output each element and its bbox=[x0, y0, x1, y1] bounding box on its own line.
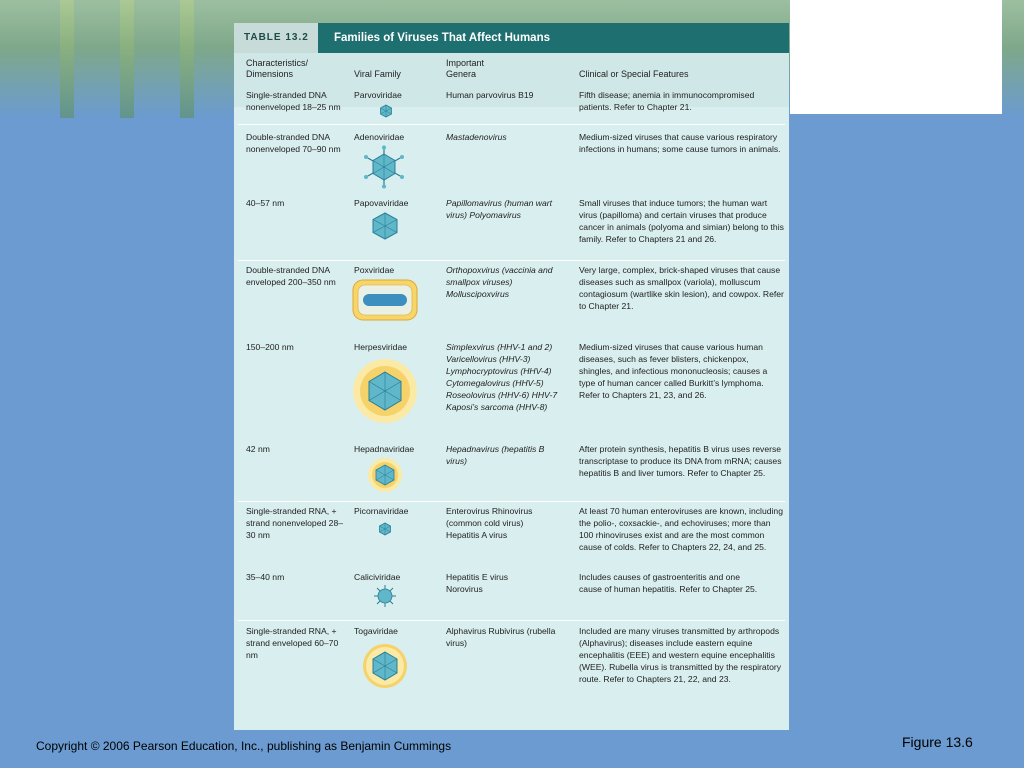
row-features: Very large, complex, brick-shaped viruses that cause diseases such as smallpox (variola), molluscum contagiosum (wartlike skin lesion), and cowpox. Refer to Chapter 21. bbox=[579, 265, 784, 311]
row-family: Adenoviridae bbox=[354, 132, 405, 142]
row-family: Togaviridae bbox=[354, 626, 398, 636]
row-features: Includes causes of gastroenteritis and one cause of human hepatitis. Refer to Chapter 25. bbox=[579, 572, 758, 594]
row-features: At least 70 human enteroviruses are known, including the polio-, coxsackie-, and echoviruses; more than 100 rhinoviruses exist and are the most common cause of colds. Refer to Chapters 22, 24, and 25. bbox=[579, 506, 783, 552]
row-characteristics: Single-stranded DNA nonenveloped 18–25 nm bbox=[246, 90, 341, 112]
row-divider bbox=[238, 501, 785, 502]
row-characteristics: 150–200 nm bbox=[246, 342, 294, 352]
table-title: Families of Viruses That Affect Humans bbox=[334, 32, 551, 44]
decor-stripe bbox=[60, 0, 74, 118]
row-genera: Enterovirus Rhinovirus (common cold virus) Hepatitis A virus bbox=[446, 506, 533, 540]
row-characteristics: 42 nm bbox=[246, 444, 270, 454]
decor-stripe bbox=[120, 0, 134, 118]
row-divider bbox=[238, 124, 785, 125]
row-genera: Alphavirus Rubivirus (rubella virus) bbox=[446, 626, 556, 648]
header-characteristics: Characteristics/ Dimensions bbox=[246, 58, 309, 79]
row-family: Herpesviridae bbox=[354, 342, 408, 352]
papovavirus-icon bbox=[371, 212, 399, 240]
row-features: Medium-sized viruses that cause various human diseases, such as fever blisters, chickenpox, shingles, and infectious mononucleosis; causes a type of human cancer called Burkitt’s lymphoma. Refer to Chapters 21, 23, and 26. bbox=[579, 342, 768, 400]
row-family: Caliciviridae bbox=[354, 572, 401, 582]
row-family: Parvoviridae bbox=[354, 90, 402, 100]
table-number: TABLE 13.2 bbox=[234, 23, 318, 53]
row-genera: Hepatitis E virus Norovirus bbox=[446, 572, 509, 594]
figure-label: Figure 13.6 bbox=[902, 734, 973, 750]
row-divider bbox=[238, 260, 785, 261]
row-characteristics: Double-stranded DNA enveloped 200–350 nm bbox=[246, 265, 336, 287]
adenovirus-icon bbox=[362, 145, 406, 189]
row-characteristics: Double-stranded DNA nonenveloped 70–90 nm bbox=[246, 132, 341, 154]
row-divider bbox=[238, 620, 785, 621]
togavirus-icon bbox=[362, 643, 408, 689]
virus-families-table bbox=[234, 23, 789, 730]
row-features: Fifth disease; anemia in immunocompromised patients. Refer to Chapter 21. bbox=[579, 90, 755, 112]
row-genera: Hepadnavirus (hepatitis B virus) bbox=[446, 444, 545, 466]
row-genera: Mastadenovirus bbox=[446, 132, 507, 142]
row-genera: Papillomavirus (human wart virus) Polyomavirus bbox=[446, 198, 553, 220]
slide-top-panel bbox=[790, 0, 1002, 114]
copyright-notice: Copyright © 2006 Pearson Education, Inc., publishing as Benjamin Cummings bbox=[36, 739, 452, 753]
header-family: Viral Family bbox=[354, 69, 401, 79]
row-features: Medium-sized viruses that cause various respiratory infections in humans; some cause tumors in animals. bbox=[579, 132, 781, 154]
poxvirus-icon bbox=[352, 279, 418, 321]
row-features: Included are many viruses transmitted by arthropods (Alphavirus); diseases include eastern equine encephalitis (EEE) and western equine encephalitis (WEE). Rubella virus is transmitted by the respiratory route. Refer to Chapters 21, 22, and 23. bbox=[579, 626, 782, 684]
row-characteristics: 40–57 nm bbox=[246, 198, 285, 208]
row-features: Small viruses that induce tumors; the human wart virus (papilloma) and certain viruses that produce cancer in animals (polyoma and simian) belong to this family. Refer to Chapters 21 and 26. bbox=[579, 198, 784, 244]
row-characteristics: 35–40 nm bbox=[246, 572, 285, 582]
row-family: Papovaviridae bbox=[354, 198, 409, 208]
row-family: Poxviridae bbox=[354, 265, 395, 275]
row-characteristics: Single-stranded RNA, + strand nonenveloped 28–30 nm bbox=[246, 506, 343, 540]
herpesvirus-icon bbox=[352, 358, 418, 424]
calicivirus-icon bbox=[374, 585, 396, 607]
row-features: After protein synthesis, hepatitis B virus uses reverse transcriptase to produce its DNA from mRNA; causes hepatitis B and liver tumors. Refer to Chapter 25. bbox=[579, 444, 782, 478]
decor-stripe bbox=[180, 0, 194, 118]
row-characteristics: Single-stranded RNA, + strand enveloped 60–70 nm bbox=[246, 626, 339, 660]
row-genera: Orthopoxvirus (vaccinia and smallpox viruses) Molluscipoxvirus bbox=[446, 265, 553, 299]
row-genera: Simplexvirus (HHV-1 and 2) Varicellovirus (HHV-3) Lymphocryptovirus (HHV-4) Cytomegalovirus (HHV-5) Roseolovirus (HHV-6) HHV-7 Kaposi’s sarcoma (HHV-8) bbox=[446, 342, 558, 412]
table-title-bar bbox=[234, 23, 789, 53]
row-genera: Human parvovirus B19 bbox=[446, 90, 534, 100]
row-family: Hepadnaviridae bbox=[354, 444, 415, 454]
parvovirus-icon bbox=[379, 104, 393, 118]
row-family: Picornaviridae bbox=[354, 506, 409, 516]
picornavirus-icon bbox=[378, 522, 392, 536]
header-genera: Important Genera bbox=[446, 58, 485, 79]
header-features: Clinical or Special Features bbox=[579, 69, 689, 79]
hepadnavirus-icon bbox=[367, 457, 403, 493]
